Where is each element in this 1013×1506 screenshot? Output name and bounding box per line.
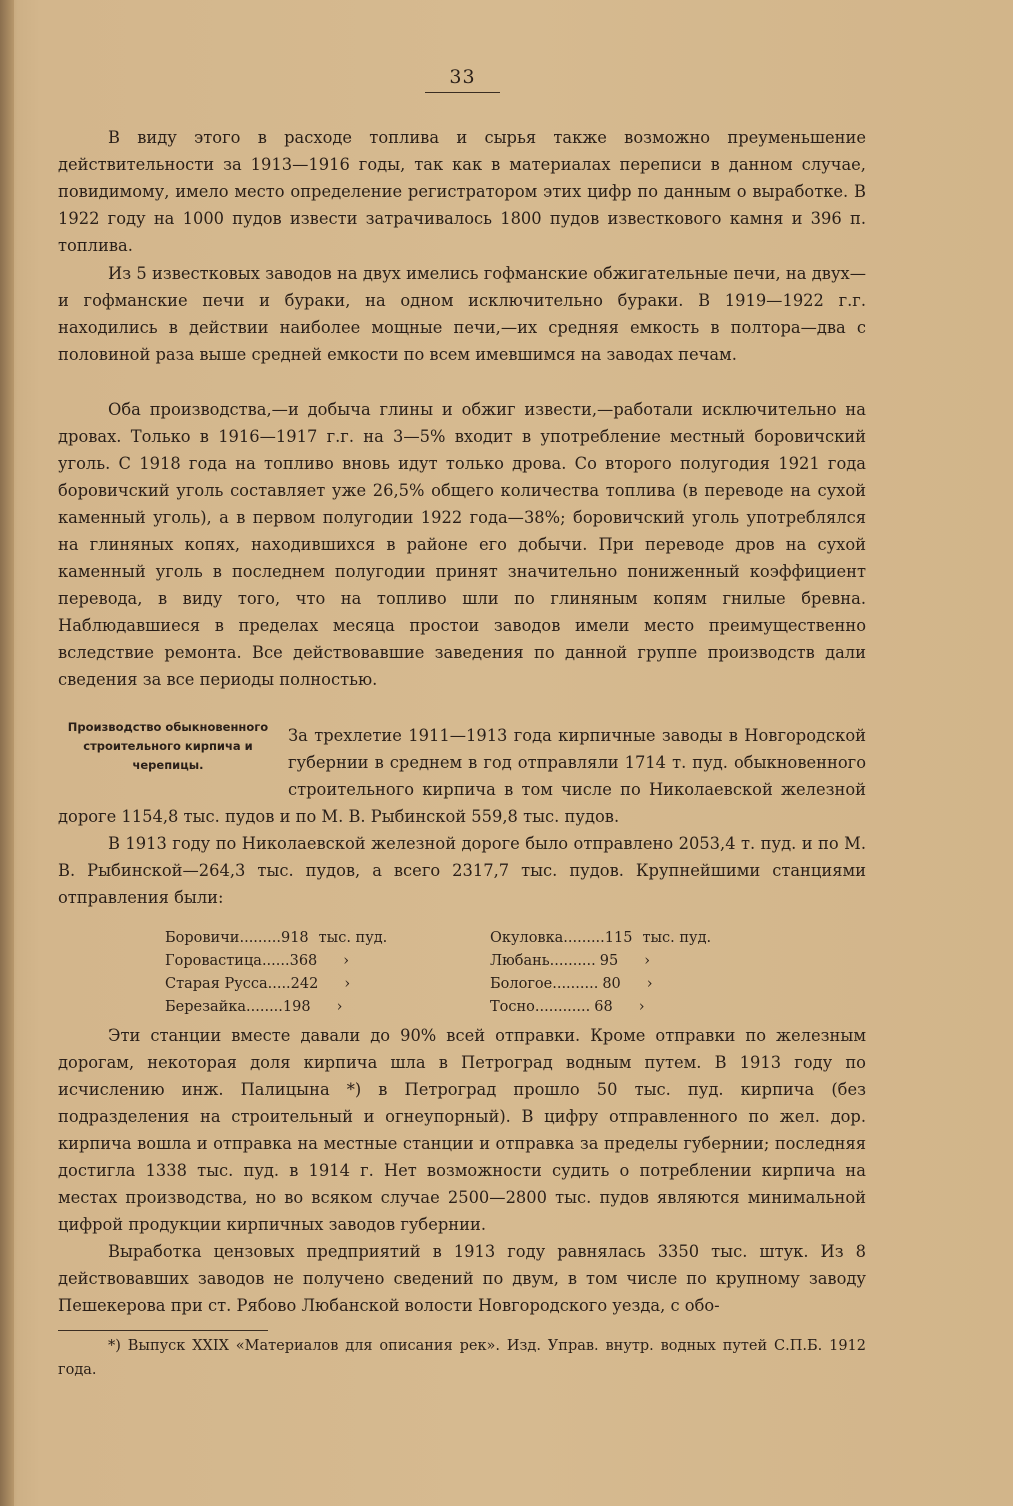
station-row [165, 996, 455, 1019]
station-value: 80 [602, 976, 621, 992]
station-row [490, 927, 780, 950]
station-value: 95 [599, 953, 619, 969]
margin-heading-brick-production: Производство обыкновенного строительного кирпича и черепицы. [67, 720, 269, 772]
station-value: 115 [604, 930, 633, 946]
station-row [165, 950, 455, 973]
station-name: Боровичи [165, 930, 240, 946]
stations-column-right [490, 927, 780, 1019]
station-row [490, 996, 780, 1019]
station-name: Любань [490, 953, 550, 969]
stations-column-left [165, 927, 455, 1019]
paragraph-1913-shipments: В 1913 году по Николаевской железной дороге было отправлено 2053,4 т. пуд. и по М. В. Рыбинской—264,3 тыс. пудов, а всего 2317,7 тыс. пудов. Крупнейшими станциями отправления были: [58, 834, 866, 907]
paragraph-lime-kilns: Из 5 известковых заводов на двух имелись гофманские обжигательные печи, на двух—и гофманские печи и бураки, на одном исключительно бураки. В 1919—1922 г.г. находились в действии наиболее мощные печи,—их средняя емкость в полтора—два с половиной раза выше средней емкости по всем имевшимся на заводах печам. [58, 264, 866, 364]
station-unit: › [644, 953, 651, 969]
station-unit: › [336, 999, 343, 1015]
station-name: Бологое [490, 976, 553, 992]
footnote-rule [58, 1330, 268, 1331]
station-unit: тыс. пуд. [318, 930, 388, 946]
station-name: Окуловка [490, 930, 564, 946]
page-edge-shadow [0, 0, 14, 1506]
sidenote-spacer [58, 722, 268, 800]
station-unit: тыс. пуд. [642, 930, 712, 946]
paragraph-census-output: Выработка цензовых предприятий в 1913 году равнялась 3350 тыс. штук. Из 8 действовавших заводов не получено сведений по двум, в том числе по крупному заводу Пешекерова при ст. Рябово Любанской волости Новгородского уезда, с обо- [58, 1242, 866, 1315]
leader-dots: ......... [563, 930, 605, 946]
leader-dots: .......... [552, 976, 599, 992]
station-unit: › [344, 976, 351, 992]
station-value: 242 [290, 976, 319, 992]
station-value: 918 [280, 930, 309, 946]
leader-dots: ........ [246, 999, 283, 1015]
station-value: 68 [594, 999, 613, 1015]
station-name: Старая Русса [165, 976, 268, 992]
station-unit: › [638, 999, 645, 1015]
footnote: *) Выпуск XXIX «Материалов для описания рек». Изд. Управ. внутр. водных путей С.П.Б. 1912 года. [58, 1338, 866, 1378]
paragraph-brick-shipments [58, 722, 866, 830]
station-name: Горовастица [165, 953, 262, 969]
station-unit: › [646, 976, 653, 992]
station-value: 198 [282, 999, 311, 1015]
station-unit: › [343, 953, 350, 969]
leader-dots: ...... [261, 953, 290, 969]
leader-dots: ..... [267, 976, 291, 992]
paragraph-fuel-consumption: В виду этого в расходе топлива и сырья также возможно преуменьшение действительности за 1913—1916 годы, так как в материалах переписи в данном случае, повидимому, имело место определение регистратором этих цифр по данным о выработке. В 1922 году на 1000 пудов извести затрачивалось 1800 пудов известкового камня и 396 п. топлива. [58, 128, 866, 255]
leader-dots: ......... [239, 930, 281, 946]
station-name: Березайка [165, 999, 247, 1015]
leader-dots: ............ [534, 999, 591, 1015]
station-value: 368 [289, 953, 318, 969]
station-row [165, 927, 455, 950]
station-row [490, 950, 780, 973]
paragraph-rail-water-shipments: Эти станции вместе давали до 90% всей отправки. Кроме отправки по железным дорогам, некоторая доля кирпича шла в Петроград водным путем. В 1913 году по исчислению инж. Палицына *) в Петроград прошло 50 тыс. пуд. кирпича (без подразделения на строительный и огнеупорный). В цифру отправленного по жел. дор. кирпича вошла и отправка на местные станции и отправка за пределы губернии; последняя достигла 1338 тыс. пуд. в 1914 г. Нет возможности судить о потреблении кирпича на местах производства, но во всяком случае 2500—2800 тыс. пудов являются минимальной цифрой продукции кирпичных заводов губернии. [58, 1026, 866, 1234]
leader-dots: .......... [549, 953, 596, 969]
station-row [490, 973, 780, 996]
station-row [165, 973, 455, 996]
station-name: Тосно [490, 999, 535, 1015]
paragraph-brick-shipments-text: За трехлетие 1911—1913 года кирпичные заводы в Новгородской губернии в среднем в год отправляли 1714 т. пуд. обыкновенного строительного кирпича в том числе по Николаевской железной дороге 1154,8 тыс. пудов и по М. В. Рыбинской 559,8 тыс. пудов. [58, 726, 866, 826]
paragraph-fuel-types: Оба производства,—и добыча глины и обжиг извести,—работали исключительно на дровах. Только в 1916—1917 г.г. на 3—5% входит в употребление местный боровичский уголь. С 1918 года на топливо вновь идут только дрова. Со второго полугодия 1921 года боровичский уголь составляет уже 26,5% общего количества топлива (в переводе на сухой каменный уголь), а в первом полугодии 1922 года—38%; боровичский уголь употреблялся на глиняных копях, находившихся в районе его добычи. При переводе дров на сухой каменный уголь в последнем полугодии принят значительно пониженный коэффициент перевода, в виду того, что на топливо шли по глиняным копям гнилые бревна. Наблюдавшиеся в пределах месяца простои заводов имели место преимущественно вследствие ремонта. Все действовавшие заведения по данной группе производств дали сведения за все периоды полностью. [58, 400, 866, 689]
page-number: 33 [425, 66, 500, 93]
